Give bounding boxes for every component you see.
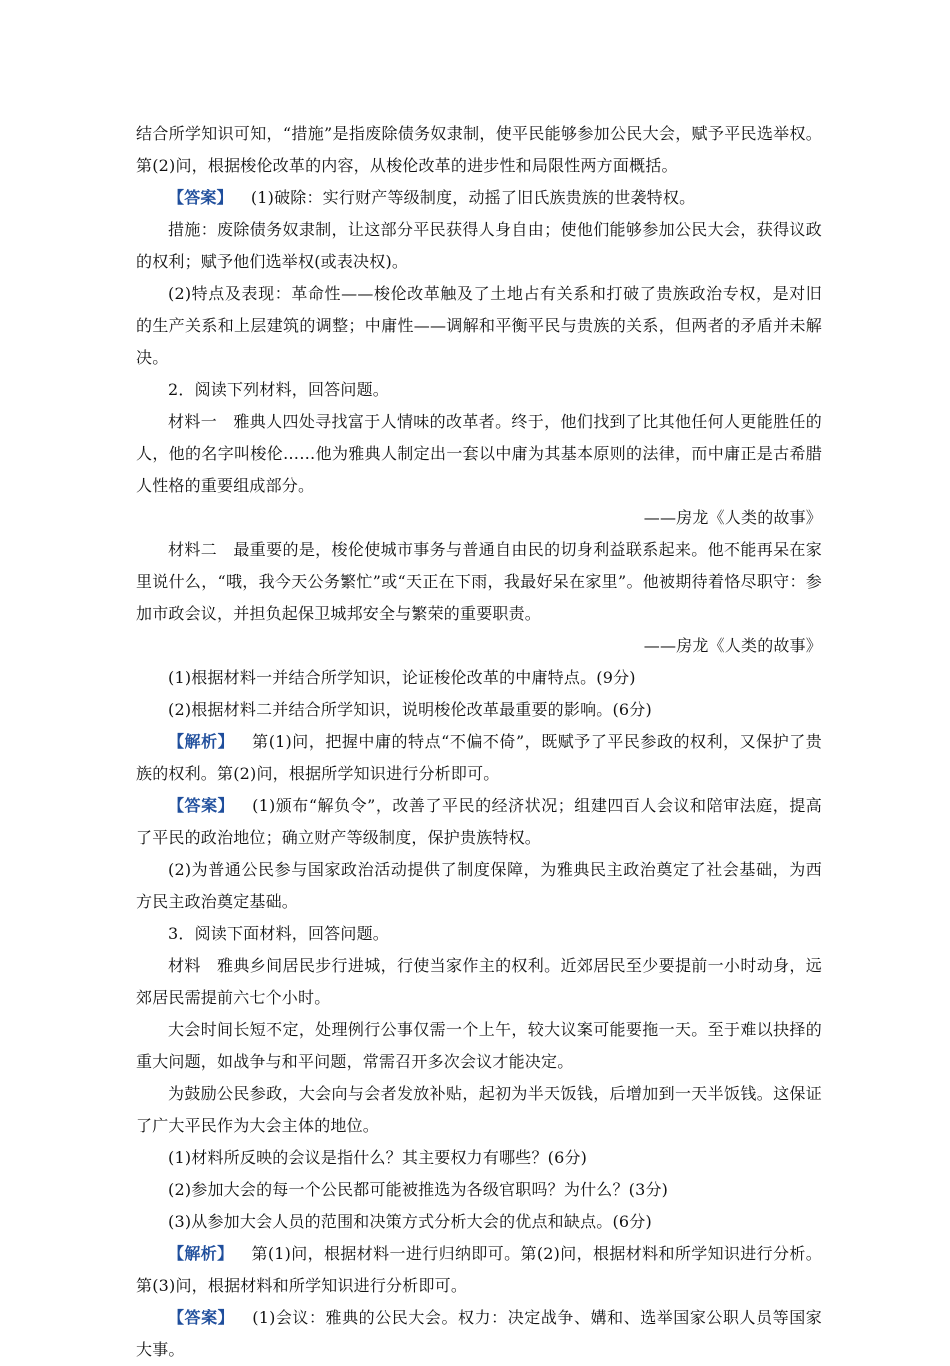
paragraph-text: (2)参加大会的每一个公民都可能被推选为各级官职吗？为什么？(3分) [168,1180,669,1199]
paragraph-text: 措施：废除债务奴隶制，让这部分平民获得人身自由；使他们能够参加公民大会，获得议政的权利；赋予他们选举权(或表决权)。 [136,220,822,271]
paragraph-text: (1)破除：实行财产等级制度，动摇了旧氏族贵族的世袭特权。 [250,188,696,207]
answer-tag: 【解析】 [168,732,235,751]
answer-tag: 【答案】 [168,188,233,207]
paragraph [136,278,822,374]
paragraph-text: (2)特点及表现：革命性——梭伦改革触及了土地占有关系和打破了贵族政治专权，是对旧的生产关系和上层建筑的调整；中庸性——调解和平衡平民与贵族的关系，但两者的矛盾并未解决。 [136,284,822,367]
paragraph [136,1174,822,1206]
paragraph-text: 第(1)问，根据材料一进行归纳即可。第(2)问，根据材料和所学知识进行分析。第(3)问，根据材料和所学知识进行分析即可。 [136,1244,822,1295]
paragraph-text: 大会时间长短不定，处理例行公事仅需一个上午，较大议案可能要拖一天。至于难以抉择的重大问题，如战争与和平问题，常需召开多次会议才能决定。 [136,1020,822,1071]
answer-tag: 【答案】 [168,1308,235,1327]
paragraph [136,694,822,726]
paragraph [136,1238,822,1302]
paragraph-text: 第(1)问，把握中庸的特点“不偏不倚”，既赋予了平民参政的权利，又保护了贵族的权利。第(2)问，根据所学知识进行分析即可。 [136,732,822,783]
paragraph-text: ——房龙《人类的故事》 [643,636,822,655]
paragraph [136,790,822,854]
answer-tag: 【解析】 [168,1244,234,1263]
paragraph [136,534,822,630]
paragraph-text: 为鼓励公民参政，大会向与会者发放补贴，起初为半天饭钱，后增加到一天半饭钱。这保证了广大平民作为大会主体的地位。 [136,1084,822,1135]
paragraph-text: 2．阅读下列材料，回答问题。 [168,380,389,399]
paragraph [136,1302,822,1366]
source-citation [136,630,822,662]
paragraph [136,1142,822,1174]
paragraph-text: ——房龙《人类的故事》 [643,508,822,527]
paragraph-text: 材料 雅典乡间居民步行进城，行使当家作主的权利。近郊居民至少要提前一小时动身，远郊居民需提前六七个小时。 [136,956,822,1007]
paragraph [136,662,822,694]
paragraph-text: (1)材料所反映的会议是指什么？其主要权力有哪些？(6分) [168,1148,588,1167]
paragraph [136,726,822,790]
paragraph [136,1206,822,1238]
paragraph-text: 材料一 雅典人四处寻找富于人情味的改革者。终于，他们找到了比其他任何人更能胜任的人，他的名字叫梭伦……他为雅典人制定出一套以中庸为其基本原则的法律，而中庸正是古希腊人性格的重要组成部分。 [136,412,822,495]
paragraph-text: (1)会议：雅典的公民大会。权力：决定战争、媾和、选举国家公职人员等国家大事。 [136,1308,822,1359]
paragraph-text: (1)颁布“解负令”，改善了平民的经济状况；组建四百人会议和陪审法庭，提高了平民的政治地位；确立财产等级制度，保护贵族特权。 [136,796,822,847]
document-body [136,118,822,1366]
paragraph [136,950,822,1014]
paragraph-text: (3)从参加大会人员的范围和决策方式分析大会的优点和缺点。(6分) [168,1212,652,1231]
paragraph-text: (2)根据材料二并结合所学知识，说明梭伦改革最重要的影响。(6分) [168,700,652,719]
paragraph-text: 3．阅读下面材料，回答问题。 [168,924,389,943]
source-citation [136,502,822,534]
paragraph-text: 材料二 最重要的是，梭伦使城市事务与普通自由民的切身利益联系起来。他不能再呆在家里说什么，“哦，我今天公务繁忙”或“天正在下雨，我最好呆在家里”。他被期待着恪尽职守：参加市政会议，并担负起保卫城邦安全与繁荣的重要职责。 [136,540,822,623]
paragraph [136,182,822,214]
paragraph [136,1014,822,1078]
paragraph-text: 结合所学知识可知，“措施”是指废除债务奴隶制，使平民能够参加公民大会，赋予平民选举权。第(2)问，根据梭伦改革的内容，从梭伦改革的进步性和局限性两方面概括。 [136,124,822,175]
paragraph-text: (1)根据材料一并结合所学知识，论证梭伦改革的中庸特点。(9分) [168,668,636,687]
paragraph [136,854,822,918]
paragraph [136,118,822,182]
paragraph-text: (2)为普通公民参与国家政治活动提供了制度保障，为雅典民主政治奠定了社会基础，为西方民主政治奠定基础。 [136,860,822,911]
answer-tag: 【答案】 [168,796,235,815]
paragraph [136,918,822,950]
paragraph [136,214,822,278]
paragraph [136,1078,822,1142]
paragraph [136,406,822,502]
paragraph [136,374,822,406]
